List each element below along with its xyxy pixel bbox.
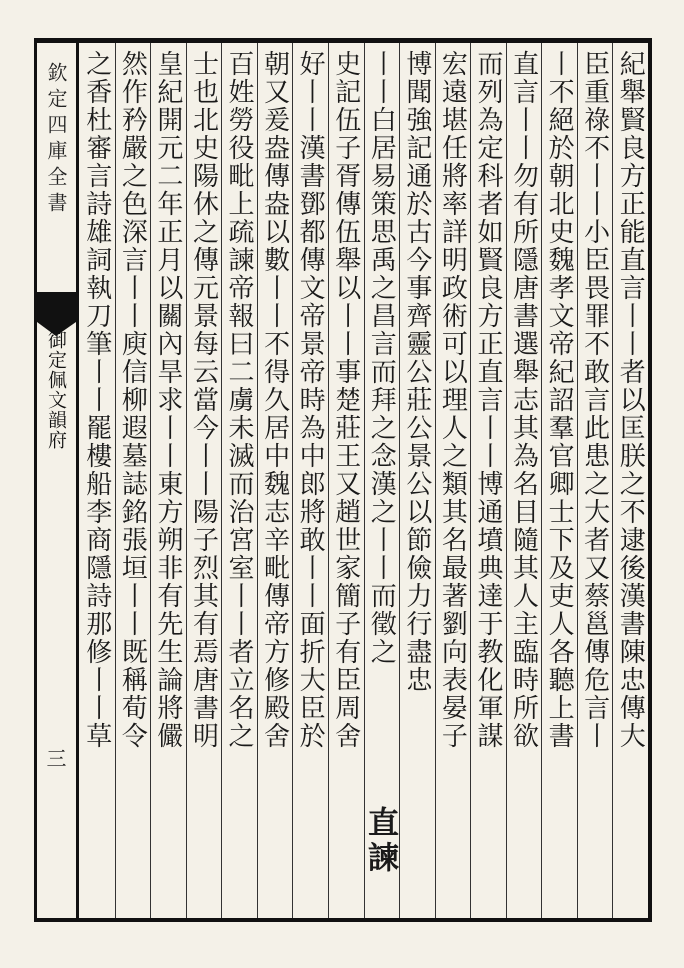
text-column: 臣重祿不丨丨小臣畏罪不敢言此患之大者又蔡邕傳危言丨 [579,50,610,750]
text-column: 好丨丨漢書鄧都傳文帝景帝時為中郎將敢丨丨面折大臣於 [295,50,326,750]
text-column: 博聞強記通於古今事齊靈公莊公景公以節儉力行盡忠 [401,50,432,694]
text-column: 士也北史陽休之傳元景每云當今丨丨陽子烈其有焉唐書明 [188,50,219,750]
page-frame-top-border [34,38,652,43]
text-column: 丨不絕於朝北史魏孝文帝紀詔羣官卿士下及吏人各聽上書 [544,50,575,750]
page-frame-bottom-border [34,918,652,922]
text-column: 然作矜嚴之色深言丨丨庾信柳遐墓誌銘張垣丨丨既稱荀令 [117,50,148,750]
page-frame-left-border [34,38,37,922]
cut-off-edge-text: 欽定四庫全書 [44,62,68,218]
text-column: 宏遠堪任將率詳明政術可以理人之類其名最著劉向表晏子 [437,50,468,750]
text-column: 朝又爰盎傳盎以數丨丨不得久居中魏志辛毗傳帝方修殿舍 [259,50,290,750]
text-column: 之香杜審言詩雄詞執刀筆丨丨罷樓船李商隱詩那修丨丨草 [81,50,112,750]
text-column: 而列為定科者如賢良方正直言丨丨博通墳典達于教化軍謀 [472,50,503,750]
fishtail-mark [37,292,76,322]
text-column: 丨丨白居易策思禹之昌言而拜之念漢之丨丨而徵之 [366,50,397,666]
text-column: 皇紀開元二年正月以關內旱求丨丨東方朔非有先生論將儼 [152,50,183,750]
book-title: 御定佩文韻府 [45,330,67,450]
text-column: 紀舉賢良方正能直言丨丨者以匡朕之不逮後漢書陳忠傳大 [615,50,646,750]
text-column: 直言丨丨勿有所隱唐書選舉志其為名目隨其人主臨時所欲 [508,50,539,750]
entry-heading: 直諫 [362,806,398,876]
text-column: 百姓勞役毗上疏諫帝報曰二虜未滅而治宮室丨丨者立名之 [224,50,255,750]
page-number: 三 [43,748,67,768]
text-column: 史記伍子胥傳伍舉以丨丨事楚莊王又趙世家簡子有臣周舍 [330,50,361,750]
